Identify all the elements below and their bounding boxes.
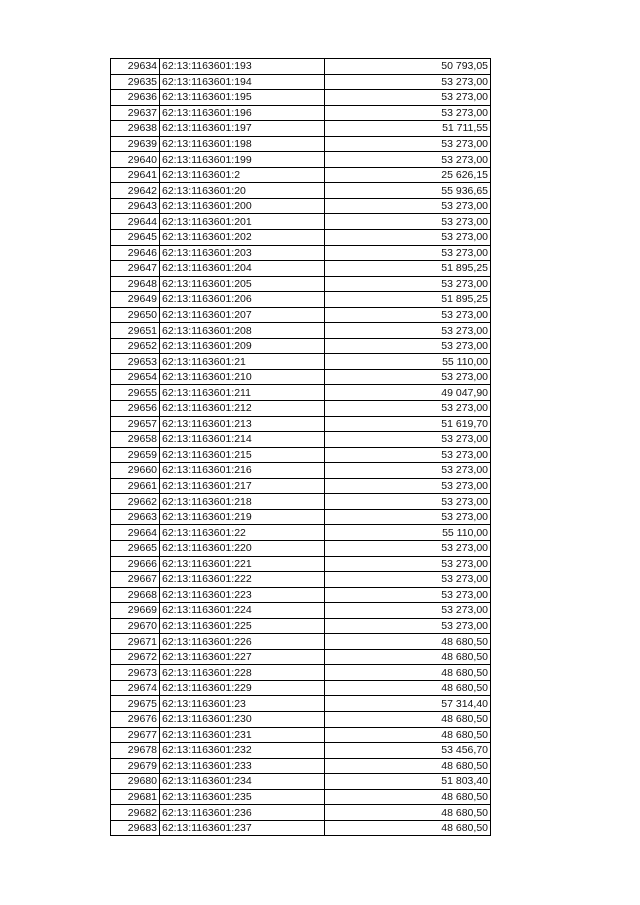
table-row [111, 167, 491, 183]
cadastral-value-cell: 53 273,00 [325, 105, 491, 121]
row-number-cell: 29643 [111, 198, 160, 214]
cadastral-value-cell: 51 895,25 [325, 261, 491, 277]
row-number-cell: 29661 [111, 478, 160, 494]
table-row [111, 307, 491, 323]
table-row [111, 649, 491, 665]
cadastral-value-cell: 48 680,50 [325, 649, 491, 665]
cadastral-number-cell: 62:13:1163601:201 [160, 214, 325, 230]
cadastral-number-cell: 62:13:1163601:229 [160, 680, 325, 696]
cadastral-value-cell: 53 273,00 [325, 556, 491, 572]
row-number-cell: 29653 [111, 354, 160, 370]
cadastral-value-cell: 53 273,00 [325, 463, 491, 479]
cadastral-number-cell: 62:13:1163601:23 [160, 696, 325, 712]
cadastral-value-cell: 53 273,00 [325, 90, 491, 106]
cadastral-value-cell: 48 680,50 [325, 665, 491, 681]
cadastral-value-cell: 55 110,00 [325, 354, 491, 370]
table-row [111, 183, 491, 199]
cadastral-number-cell: 62:13:1163601:233 [160, 758, 325, 774]
cadastral-number-cell: 62:13:1163601:228 [160, 665, 325, 681]
row-number-cell: 29668 [111, 587, 160, 603]
row-number-cell: 29680 [111, 774, 160, 790]
row-number-cell: 29637 [111, 105, 160, 121]
cadastral-value-cell: 53 273,00 [325, 245, 491, 261]
row-number-cell: 29679 [111, 758, 160, 774]
cadastral-value-cell: 53 273,00 [325, 74, 491, 90]
row-number-cell: 29662 [111, 494, 160, 510]
row-number-cell: 29651 [111, 323, 160, 339]
cadastral-number-cell: 62:13:1163601:195 [160, 90, 325, 106]
table-row [111, 198, 491, 214]
cadastral-number-cell: 62:13:1163601:210 [160, 369, 325, 385]
cadastral-number-cell: 62:13:1163601:217 [160, 478, 325, 494]
row-number-cell: 29663 [111, 509, 160, 525]
row-number-cell: 29638 [111, 121, 160, 137]
row-number-cell: 29664 [111, 525, 160, 541]
table-row [111, 711, 491, 727]
table-row [111, 354, 491, 370]
table-row [111, 121, 491, 137]
cadastral-number-cell: 62:13:1163601:219 [160, 509, 325, 525]
cadastral-value-cell: 55 936,65 [325, 183, 491, 199]
table-row [111, 323, 491, 339]
cadastral-number-cell: 62:13:1163601:204 [160, 261, 325, 277]
table-row [111, 494, 491, 510]
cadastral-number-cell: 62:13:1163601:194 [160, 74, 325, 90]
table-row [111, 463, 491, 479]
row-number-cell: 29670 [111, 618, 160, 634]
row-number-cell: 29655 [111, 385, 160, 401]
cadastral-number-cell: 62:13:1163601:237 [160, 820, 325, 836]
row-number-cell: 29636 [111, 90, 160, 106]
table-row [111, 587, 491, 603]
cadastral-number-cell: 62:13:1163601:222 [160, 572, 325, 588]
table-row [111, 432, 491, 448]
table-row [111, 292, 491, 308]
cadastral-number-cell: 62:13:1163601:212 [160, 401, 325, 417]
table-row [111, 556, 491, 572]
cadastral-value-cell: 53 273,00 [325, 509, 491, 525]
cadastral-value-cell: 53 273,00 [325, 323, 491, 339]
cadastral-value-cell: 53 273,00 [325, 276, 491, 292]
cadastral-value-cell: 53 273,00 [325, 152, 491, 168]
cadastral-number-cell: 62:13:1163601:203 [160, 245, 325, 261]
cadastral-number-cell: 62:13:1163601:231 [160, 727, 325, 743]
row-number-cell: 29656 [111, 401, 160, 417]
cadastral-number-cell: 62:13:1163601:206 [160, 292, 325, 308]
cadastral-number-cell: 62:13:1163601:198 [160, 136, 325, 152]
cadastral-value-cell: 48 680,50 [325, 789, 491, 805]
cadastral-value-cell: 53 273,00 [325, 603, 491, 619]
cadastral-value-cell: 57 314,40 [325, 696, 491, 712]
cadastral-number-cell: 62:13:1163601:220 [160, 540, 325, 556]
table-row [111, 789, 491, 805]
cadastral-number-cell: 62:13:1163601:199 [160, 152, 325, 168]
cadastral-number-cell: 62:13:1163601:213 [160, 416, 325, 432]
table-row [111, 214, 491, 230]
row-number-cell: 29667 [111, 572, 160, 588]
row-number-cell: 29674 [111, 680, 160, 696]
cadastral-value-cell: 53 273,00 [325, 214, 491, 230]
cadastral-number-cell: 62:13:1163601:221 [160, 556, 325, 572]
cadastral-value-cell: 53 273,00 [325, 338, 491, 354]
row-number-cell: 29641 [111, 167, 160, 183]
row-number-cell: 29645 [111, 230, 160, 246]
row-number-cell: 29642 [111, 183, 160, 199]
cadastral-value-cell: 53 273,00 [325, 587, 491, 603]
cadastral-number-cell: 62:13:1163601:224 [160, 603, 325, 619]
cadastral-value-cell: 53 273,00 [325, 136, 491, 152]
row-number-cell: 29654 [111, 369, 160, 385]
table-row [111, 416, 491, 432]
table-row [111, 603, 491, 619]
cadastral-value-cell: 48 680,50 [325, 820, 491, 836]
cadastral-number-cell: 62:13:1163601:207 [160, 307, 325, 323]
cadastral-number-cell: 62:13:1163601:235 [160, 789, 325, 805]
cadastral-value-table [110, 58, 491, 836]
table-row [111, 665, 491, 681]
row-number-cell: 29666 [111, 556, 160, 572]
row-number-cell: 29678 [111, 743, 160, 759]
row-number-cell: 29646 [111, 245, 160, 261]
cadastral-value-cell: 53 273,00 [325, 618, 491, 634]
table-row [111, 385, 491, 401]
table-row [111, 136, 491, 152]
cadastral-number-cell: 62:13:1163601:20 [160, 183, 325, 199]
cadastral-number-cell: 62:13:1163601:216 [160, 463, 325, 479]
cadastral-value-cell: 48 680,50 [325, 805, 491, 821]
table-row [111, 696, 491, 712]
row-number-cell: 29665 [111, 540, 160, 556]
cadastral-value-cell: 53 273,00 [325, 540, 491, 556]
cadastral-value-cell: 25 626,15 [325, 167, 491, 183]
row-number-cell: 29640 [111, 152, 160, 168]
table-row [111, 276, 491, 292]
cadastral-number-cell: 62:13:1163601:225 [160, 618, 325, 634]
table-row [111, 634, 491, 650]
table-row [111, 509, 491, 525]
row-number-cell: 29650 [111, 307, 160, 323]
table-row [111, 805, 491, 821]
cadastral-value-cell: 51 711,55 [325, 121, 491, 137]
table-row [111, 59, 491, 75]
table-row [111, 680, 491, 696]
row-number-cell: 29682 [111, 805, 160, 821]
row-number-cell: 29634 [111, 59, 160, 75]
cadastral-value-cell: 53 273,00 [325, 572, 491, 588]
table-row [111, 618, 491, 634]
row-number-cell: 29644 [111, 214, 160, 230]
cadastral-number-cell: 62:13:1163601:234 [160, 774, 325, 790]
cadastral-value-cell: 53 273,00 [325, 494, 491, 510]
row-number-cell: 29672 [111, 649, 160, 665]
cadastral-number-cell: 62:13:1163601:236 [160, 805, 325, 821]
row-number-cell: 29681 [111, 789, 160, 805]
table-row [111, 74, 491, 90]
cadastral-value-cell: 50 793,05 [325, 59, 491, 75]
table-row [111, 758, 491, 774]
cadastral-number-cell: 62:13:1163601:211 [160, 385, 325, 401]
cadastral-value-cell: 53 273,00 [325, 478, 491, 494]
row-number-cell: 29677 [111, 727, 160, 743]
cadastral-value-cell: 51 619,70 [325, 416, 491, 432]
cadastral-value-cell: 53 273,00 [325, 401, 491, 417]
table-row [111, 774, 491, 790]
row-number-cell: 29669 [111, 603, 160, 619]
table-row [111, 727, 491, 743]
row-number-cell: 29639 [111, 136, 160, 152]
cadastral-value-cell: 51 895,25 [325, 292, 491, 308]
cadastral-value-cell: 53 273,00 [325, 307, 491, 323]
row-number-cell: 29635 [111, 74, 160, 90]
row-number-cell: 29660 [111, 463, 160, 479]
cadastral-value-cell: 51 803,40 [325, 774, 491, 790]
cadastral-number-cell: 62:13:1163601:202 [160, 230, 325, 246]
cadastral-number-cell: 62:13:1163601:22 [160, 525, 325, 541]
row-number-cell: 29648 [111, 276, 160, 292]
cadastral-number-cell: 62:13:1163601:218 [160, 494, 325, 510]
table-row [111, 525, 491, 541]
cadastral-number-cell: 62:13:1163601:197 [160, 121, 325, 137]
cadastral-value-cell: 53 273,00 [325, 447, 491, 463]
cadastral-number-cell: 62:13:1163601:205 [160, 276, 325, 292]
row-number-cell: 29659 [111, 447, 160, 463]
row-number-cell: 29683 [111, 820, 160, 836]
table-row [111, 820, 491, 836]
row-number-cell: 29675 [111, 696, 160, 712]
cadastral-number-cell: 62:13:1163601:196 [160, 105, 325, 121]
table-body [111, 59, 491, 836]
cadastral-number-cell: 62:13:1163601:208 [160, 323, 325, 339]
row-number-cell: 29676 [111, 711, 160, 727]
cadastral-value-cell: 53 273,00 [325, 369, 491, 385]
cadastral-number-cell: 62:13:1163601:227 [160, 649, 325, 665]
cadastral-value-cell: 48 680,50 [325, 727, 491, 743]
table-row [111, 743, 491, 759]
row-number-cell: 29649 [111, 292, 160, 308]
cadastral-value-cell: 49 047,90 [325, 385, 491, 401]
table-row [111, 540, 491, 556]
cadastral-value-cell: 48 680,50 [325, 758, 491, 774]
cadastral-value-cell: 48 680,50 [325, 680, 491, 696]
cadastral-value-cell: 48 680,50 [325, 711, 491, 727]
cadastral-number-cell: 62:13:1163601:214 [160, 432, 325, 448]
row-number-cell: 29647 [111, 261, 160, 277]
cadastral-number-cell: 62:13:1163601:2 [160, 167, 325, 183]
table-row [111, 90, 491, 106]
table-row [111, 152, 491, 168]
cadastral-number-cell: 62:13:1163601:209 [160, 338, 325, 354]
table-row [111, 105, 491, 121]
row-number-cell: 29671 [111, 634, 160, 650]
table-row [111, 572, 491, 588]
cadastral-number-cell: 62:13:1163601:230 [160, 711, 325, 727]
table-row [111, 338, 491, 354]
cadastral-value-cell: 53 456,70 [325, 743, 491, 759]
cadastral-value-cell: 53 273,00 [325, 432, 491, 448]
cadastral-value-cell: 53 273,00 [325, 198, 491, 214]
table-row [111, 447, 491, 463]
cadastral-number-cell: 62:13:1163601:232 [160, 743, 325, 759]
cadastral-number-cell: 62:13:1163601:21 [160, 354, 325, 370]
table-row [111, 245, 491, 261]
cadastral-number-cell: 62:13:1163601:193 [160, 59, 325, 75]
cadastral-number-cell: 62:13:1163601:226 [160, 634, 325, 650]
table-row [111, 261, 491, 277]
cadastral-number-cell: 62:13:1163601:223 [160, 587, 325, 603]
cadastral-value-cell: 53 273,00 [325, 230, 491, 246]
row-number-cell: 29658 [111, 432, 160, 448]
cadastral-value-cell: 48 680,50 [325, 634, 491, 650]
table-row [111, 401, 491, 417]
row-number-cell: 29652 [111, 338, 160, 354]
table-row [111, 369, 491, 385]
cadastral-number-cell: 62:13:1163601:200 [160, 198, 325, 214]
row-number-cell: 29657 [111, 416, 160, 432]
cadastral-value-cell: 55 110,00 [325, 525, 491, 541]
row-number-cell: 29673 [111, 665, 160, 681]
cadastral-number-cell: 62:13:1163601:215 [160, 447, 325, 463]
table-row [111, 478, 491, 494]
table-row [111, 230, 491, 246]
